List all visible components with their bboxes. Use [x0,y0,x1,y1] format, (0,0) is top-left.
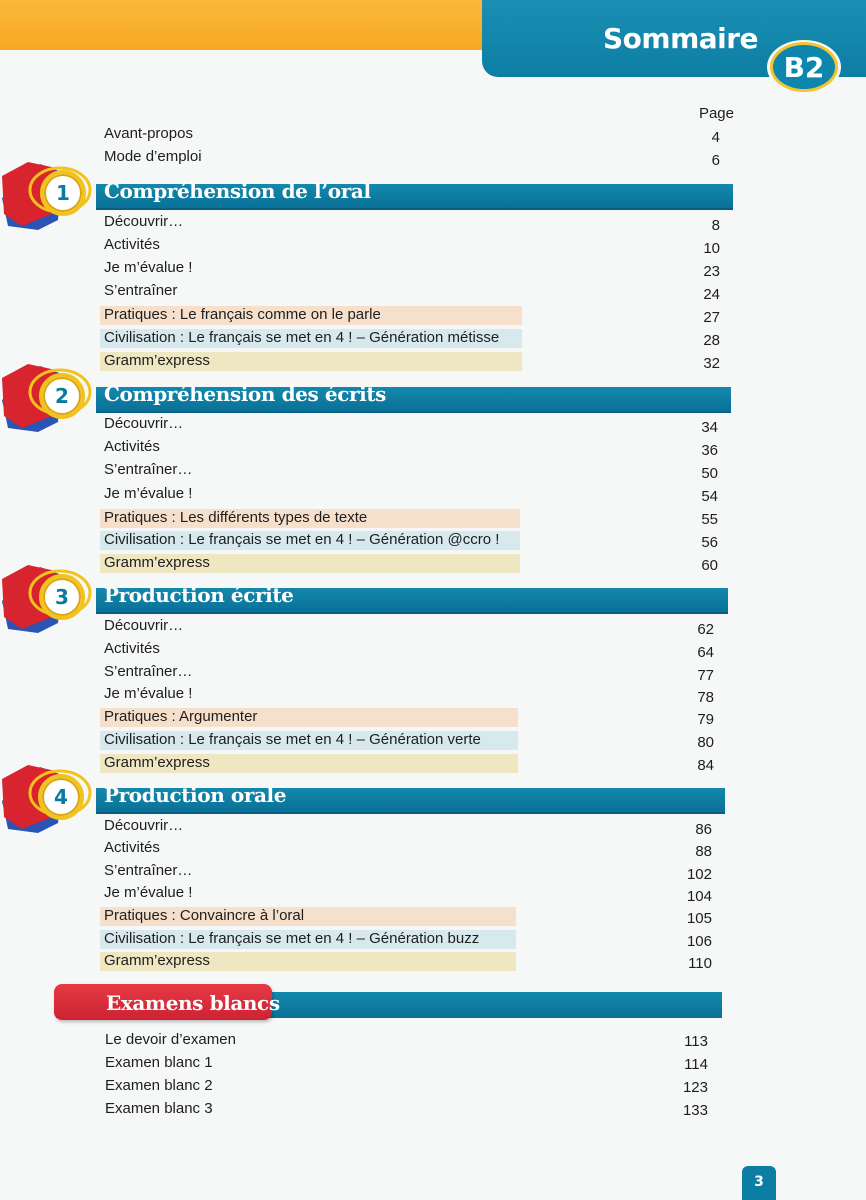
toc-page-number: 50 [701,465,718,482]
toc-entry[interactable]: Je m’évalue ! [104,685,193,702]
toc-page-number: 88 [695,843,712,860]
toc-entry[interactable]: Activités [104,839,160,856]
toc-page-number: 60 [701,557,718,574]
toc-page-number: 123 [682,1079,708,1096]
toc-page-number: 24 [703,286,720,303]
toc-entry[interactable]: S’entraîner… [104,461,193,478]
toc-page-number: 133 [682,1102,708,1119]
toc-entry[interactable]: S’entraîner [104,282,178,299]
toc-page-number: 102 [686,866,712,883]
toc-page-number: 28 [703,332,720,349]
toc-page-number: 34 [701,419,718,436]
header-orange-band [0,0,500,50]
section-1-number: 1 [40,170,86,216]
toc-entry[interactable]: Je m’évalue ! [104,884,193,901]
toc-entry[interactable]: Examen blanc 2 [105,1077,213,1094]
page-column-heading: Page [698,105,734,122]
toc-page-number: 114 [684,1056,708,1073]
toc-entry[interactable]: Activités [104,236,160,253]
toc-page-number: 27 [703,309,720,326]
toc-entry-civilisation[interactable]: Civilisation : Le français se met en 4 ! – Génération verte [104,731,481,748]
section-3-title[interactable]: Production écrite [104,583,294,607]
toc-entry[interactable]: Le devoir d’examen [105,1031,236,1048]
toc-entry-pratiques[interactable]: Pratiques : Convaincre à l’oral [104,907,305,924]
toc-page-number: 64 [697,644,714,661]
toc-entry-grammexpress[interactable]: Gramm’express [104,554,210,571]
toc-entry-civilisation[interactable]: Civilisation : Le français se met en 4 ! – Génération buzz [104,930,480,947]
toc-entry[interactable]: Je m’évalue ! [104,259,193,276]
toc-entry[interactable]: Activités [104,438,160,455]
toc-entry[interactable]: Découvrir… [104,213,184,230]
level-badge-label: B2 [770,42,838,92]
toc-entry-grammexpress[interactable]: Gramm’express [104,952,210,969]
section-4-number: 4 [38,774,84,820]
toc-entry-grammexpress[interactable]: Gramm’express [104,754,210,771]
toc-page-number: 55 [701,511,718,528]
toc-entry-pratiques[interactable]: Pratiques : Le français comme on le parle [104,306,381,323]
toc-entry[interactable]: Activités [104,640,160,657]
toc-page-number: 84 [697,757,714,774]
toc-entry[interactable]: Je m’évalue ! [104,485,193,502]
toc-entry-grammexpress[interactable]: Gramm’express [104,352,210,369]
toc-page-number: 105 [686,910,712,927]
toc-entry-pratiques[interactable]: Pratiques : Les différents types de texte [104,509,368,526]
toc-page-number: 86 [695,821,712,838]
toc-page-number: 36 [701,442,718,459]
toc-page-number: 54 [701,488,718,505]
toc-page-number: 80 [697,734,714,751]
toc-page-number: 10 [703,240,720,257]
toc-page-number: 77 [697,667,714,684]
toc-page-number: 4 [711,129,720,146]
toc-entry-pratiques[interactable]: Pratiques : Argumenter [104,708,258,725]
toc-entry-civilisation[interactable]: Civilisation : Le français se met en 4 ! – Génération @ccro ! [104,531,500,548]
section-2-number: 2 [39,373,85,419]
toc-entry[interactable]: Examen blanc 1 [105,1054,213,1071]
toc-page-number: 78 [697,689,714,706]
toc-page-number: 62 [697,621,714,638]
toc-entry-civilisation[interactable]: Civilisation : Le français se met en 4 ! – Génération métisse [104,329,500,346]
toc-entry[interactable]: Examen blanc 3 [105,1100,213,1117]
toc-page-number: 106 [686,933,712,950]
section-2-title[interactable]: Compréhension des écrits [104,382,387,406]
toc-page-number: 104 [686,888,712,905]
toc-page-number: 56 [701,534,718,551]
exams-title[interactable]: Examens blancs [106,991,280,1015]
toc-page-number: 110 [688,955,712,972]
level-badge [767,40,841,94]
toc-entry-mode-emploi[interactable]: Mode d’emploi [104,148,202,165]
toc-entry[interactable]: S’entraîner… [104,663,193,680]
toc-page-number: 23 [703,263,720,280]
toc-page-number: 6 [711,152,720,169]
section-1-title[interactable]: Compréhension de l’oral [104,179,371,203]
toc-entry-avant-propos[interactable]: Avant-propos [104,125,193,142]
section-4-title[interactable]: Production orale [104,783,287,807]
page-title: Sommaire [603,22,759,55]
toc-entry[interactable]: S’entraîner… [104,862,193,879]
toc-page-number: 79 [697,711,714,728]
toc-page-number: 8 [711,217,720,234]
page-number: 3 [754,1174,764,1190]
toc-entry[interactable]: Découvrir… [104,617,184,634]
toc-entry[interactable]: Découvrir… [104,415,184,432]
toc-page-number: 32 [703,355,720,372]
section-3-number: 3 [39,574,85,620]
toc-entry[interactable]: Découvrir… [104,817,184,834]
toc-page-number: 113 [684,1033,708,1050]
